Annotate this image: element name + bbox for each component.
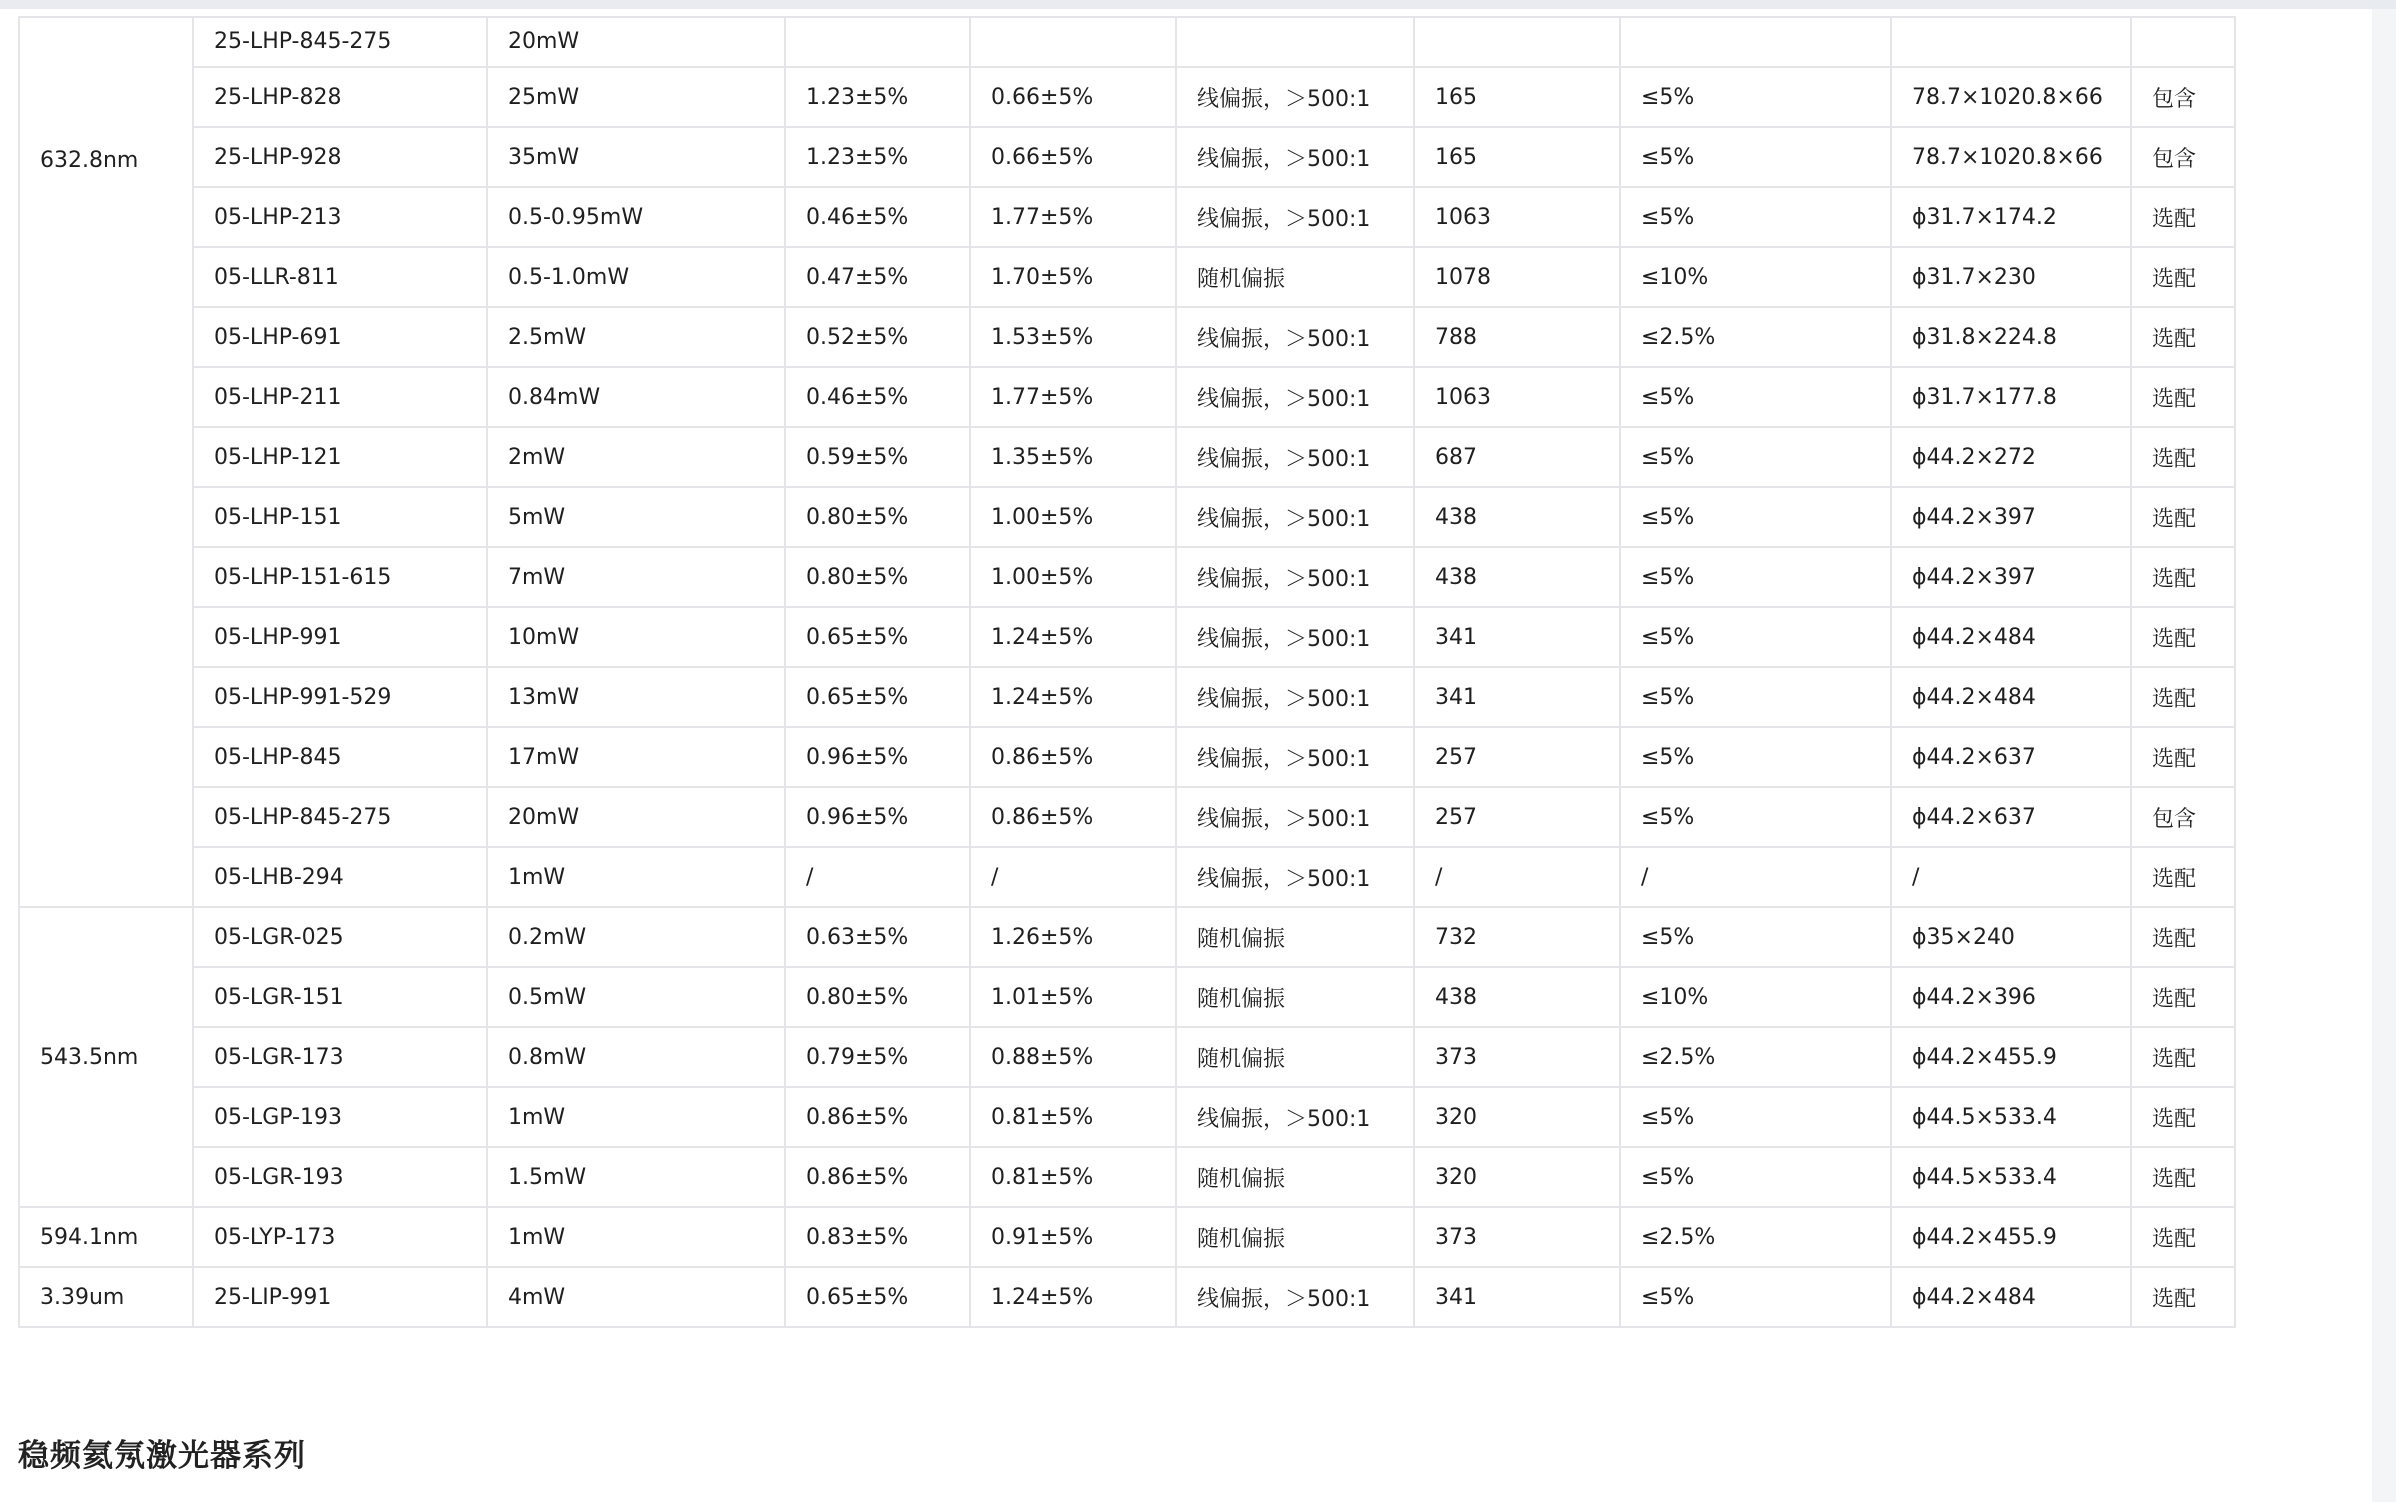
model-cell: 05-LHB-294 (193, 847, 487, 907)
power-cell: 17mW (487, 727, 785, 787)
polarization-cell: 线偏振，＞500:1 (1176, 1267, 1414, 1327)
noise-cell: ≤5% (1620, 1267, 1891, 1327)
power-cell: 2mW (487, 427, 785, 487)
power-supply-cell: 选配 (2131, 1027, 2235, 1087)
polarization-cell: 线偏振，＞500:1 (1176, 787, 1414, 847)
cavity-spacing-cell: 373 (1414, 1027, 1620, 1087)
table-row (19, 487, 2235, 547)
divergence-cell: 1.24±5% (970, 667, 1176, 727)
divergence-cell: 0.81±5% (970, 1147, 1176, 1207)
model-cell: 05-LGR-025 (193, 907, 487, 967)
divergence-cell: 0.91±5% (970, 1207, 1176, 1267)
beam-diameter-cell: 0.80±5% (785, 967, 970, 1027)
beam-diameter-cell (785, 17, 970, 67)
divergence-cell: 1.53±5% (970, 307, 1176, 367)
beam-diameter-cell: 1.23±5% (785, 127, 970, 187)
beam-diameter-cell: 0.86±5% (785, 1087, 970, 1147)
divergence-cell: 0.86±5% (970, 787, 1176, 847)
power-cell: 0.8mW (487, 1027, 785, 1087)
noise-cell: ≤10% (1620, 247, 1891, 307)
dimensions-cell: 78.7×1020.8×66 (1891, 67, 2131, 127)
cavity-spacing-cell: 373 (1414, 1207, 1620, 1267)
cavity-spacing-cell: 320 (1414, 1087, 1620, 1147)
noise-cell: / (1620, 847, 1891, 907)
noise-cell: ≤5% (1620, 367, 1891, 427)
table-row (19, 667, 2235, 727)
polarization-cell: 线偏振，＞500:1 (1176, 667, 1414, 727)
power-supply-cell: 选配 (2131, 547, 2235, 607)
dimensions-cell: ϕ44.2×397 (1891, 547, 2131, 607)
polarization-cell: 线偏振，＞500:1 (1176, 847, 1414, 907)
wavelength-cell: 543.5nm (19, 907, 193, 1207)
power-cell: 25mW (487, 67, 785, 127)
model-cell: 25-LHP-828 (193, 67, 487, 127)
polarization-cell: 随机偏振 (1176, 247, 1414, 307)
power-supply-cell: 包含 (2131, 787, 2235, 847)
power-supply-cell: 选配 (2131, 607, 2235, 667)
beam-diameter-cell: 0.86±5% (785, 1147, 970, 1207)
beam-diameter-cell: 0.96±5% (785, 727, 970, 787)
beam-diameter-cell: 0.79±5% (785, 1027, 970, 1087)
beam-diameter-cell: 1.23±5% (785, 67, 970, 127)
polarization-cell: 随机偏振 (1176, 1147, 1414, 1207)
dimensions-cell: / (1891, 847, 2131, 907)
noise-cell: ≤5% (1620, 427, 1891, 487)
power-cell: 1mW (487, 1087, 785, 1147)
model-cell: 05-LHP-845 (193, 727, 487, 787)
dimensions-cell: ϕ31.7×230 (1891, 247, 2131, 307)
beam-diameter-cell: 0.83±5% (785, 1207, 970, 1267)
divergence-cell: 1.77±5% (970, 367, 1176, 427)
dimensions-cell: ϕ31.7×174.2 (1891, 187, 2131, 247)
power-cell: 10mW (487, 607, 785, 667)
power-cell: 0.5-0.95mW (487, 187, 785, 247)
power-cell: 1.5mW (487, 1147, 785, 1207)
beam-diameter-cell: 0.80±5% (785, 487, 970, 547)
model-cell: 05-LGR-173 (193, 1027, 487, 1087)
noise-cell: ≤2.5% (1620, 307, 1891, 367)
spec-table-body (19, 17, 2235, 1327)
beam-diameter-cell: 0.59±5% (785, 427, 970, 487)
dimensions-cell: ϕ44.2×484 (1891, 1267, 2131, 1327)
power-cell: 20mW (487, 17, 785, 67)
dimensions-cell: ϕ35×240 (1891, 907, 2131, 967)
cavity-spacing-cell: 341 (1414, 607, 1620, 667)
cavity-spacing-cell: 257 (1414, 727, 1620, 787)
model-cell: 05-LGR-151 (193, 967, 487, 1027)
divergence-cell: 1.77±5% (970, 187, 1176, 247)
noise-cell: ≤5% (1620, 547, 1891, 607)
cavity-spacing-cell: 732 (1414, 907, 1620, 967)
cavity-spacing-cell: 341 (1414, 1267, 1620, 1327)
divergence-cell: 1.01±5% (970, 967, 1176, 1027)
table-row (19, 247, 2235, 307)
dimensions-cell: ϕ44.2×484 (1891, 607, 2131, 667)
dimensions-cell: ϕ44.5×533.4 (1891, 1147, 2131, 1207)
dimensions-cell: ϕ31.7×177.8 (1891, 367, 2131, 427)
table-row (19, 787, 2235, 847)
cavity-spacing-cell: 341 (1414, 667, 1620, 727)
divergence-cell: 1.00±5% (970, 547, 1176, 607)
beam-diameter-cell: 0.46±5% (785, 187, 970, 247)
power-cell: 7mW (487, 547, 785, 607)
divergence-cell: 1.24±5% (970, 607, 1176, 667)
polarization-cell: 线偏振，＞500:1 (1176, 547, 1414, 607)
table-row (19, 1087, 2235, 1147)
polarization-cell: 线偏振，＞500:1 (1176, 427, 1414, 487)
section-heading: 稳频氦氖激光器系列 (18, 1438, 306, 1474)
noise-cell: ≤5% (1620, 667, 1891, 727)
table-row (19, 187, 2235, 247)
power-cell: 4mW (487, 1267, 785, 1327)
cavity-spacing-cell: 788 (1414, 307, 1620, 367)
page-scrollbar[interactable] (2372, 9, 2396, 1502)
power-cell: 20mW (487, 787, 785, 847)
polarization-cell: 线偏振，＞500:1 (1176, 1087, 1414, 1147)
model-cell: 05-LHP-991-529 (193, 667, 487, 727)
noise-cell: ≤5% (1620, 127, 1891, 187)
noise-cell: ≤2.5% (1620, 1027, 1891, 1087)
power-cell: 35mW (487, 127, 785, 187)
beam-diameter-cell: 0.65±5% (785, 667, 970, 727)
dimensions-cell: ϕ44.2×637 (1891, 787, 2131, 847)
noise-cell: ≤5% (1620, 787, 1891, 847)
beam-diameter-cell: 0.80±5% (785, 547, 970, 607)
model-cell: 05-LHP-121 (193, 427, 487, 487)
divergence-cell: 1.26±5% (970, 907, 1176, 967)
divergence-cell: 0.66±5% (970, 127, 1176, 187)
divergence-cell: 0.66±5% (970, 67, 1176, 127)
dimensions-cell (1891, 17, 2131, 67)
power-supply-cell: 选配 (2131, 187, 2235, 247)
divergence-cell: 1.35±5% (970, 427, 1176, 487)
model-cell: 05-LYP-173 (193, 1207, 487, 1267)
table-row (19, 1207, 2235, 1267)
table-row (19, 1027, 2235, 1087)
power-supply-cell: 选配 (2131, 307, 2235, 367)
cavity-spacing-cell: 257 (1414, 787, 1620, 847)
power-supply-cell (2131, 17, 2235, 67)
cavity-spacing-cell: 1063 (1414, 187, 1620, 247)
model-cell: 25-LHP-928 (193, 127, 487, 187)
power-supply-cell: 选配 (2131, 1207, 2235, 1267)
beam-diameter-cell: 0.47±5% (785, 247, 970, 307)
table-row (19, 427, 2235, 487)
divergence-cell: 1.70±5% (970, 247, 1176, 307)
wavelength-cell: 3.39um (19, 1267, 193, 1327)
table-row (19, 67, 2235, 127)
noise-cell (1620, 17, 1891, 67)
polarization-cell: 线偏振，＞500:1 (1176, 367, 1414, 427)
power-cell: 2.5mW (487, 307, 785, 367)
cavity-spacing-cell: 165 (1414, 127, 1620, 187)
beam-diameter-cell: 0.65±5% (785, 607, 970, 667)
dimensions-cell: ϕ44.2×455.9 (1891, 1207, 2131, 1267)
dimensions-cell: ϕ44.2×637 (1891, 727, 2131, 787)
dimensions-cell: ϕ44.2×272 (1891, 427, 2131, 487)
power-supply-cell: 选配 (2131, 367, 2235, 427)
cavity-spacing-cell: 438 (1414, 547, 1620, 607)
power-supply-cell: 包含 (2131, 67, 2235, 127)
power-supply-cell: 选配 (2131, 727, 2235, 787)
beam-diameter-cell: 0.46±5% (785, 367, 970, 427)
polarization-cell: 线偏振，＞500:1 (1176, 127, 1414, 187)
model-cell: 25-LIP-991 (193, 1267, 487, 1327)
model-cell: 05-LHP-151-615 (193, 547, 487, 607)
table-row (19, 847, 2235, 907)
table-row (19, 1267, 2235, 1327)
noise-cell: ≤5% (1620, 1147, 1891, 1207)
table-row (19, 967, 2235, 1027)
noise-cell: ≤5% (1620, 727, 1891, 787)
power-cell: 0.5-1.0mW (487, 247, 785, 307)
beam-diameter-cell: 0.52±5% (785, 307, 970, 367)
cavity-spacing-cell: / (1414, 847, 1620, 907)
power-supply-cell: 选配 (2131, 427, 2235, 487)
power-supply-cell: 包含 (2131, 127, 2235, 187)
noise-cell: ≤5% (1620, 607, 1891, 667)
power-supply-cell: 选配 (2131, 1147, 2235, 1207)
power-cell: 0.2mW (487, 907, 785, 967)
model-cell: 05-LHP-151 (193, 487, 487, 547)
divergence-cell: 0.88±5% (970, 1027, 1176, 1087)
table-row (19, 907, 2235, 967)
cavity-spacing-cell: 320 (1414, 1147, 1620, 1207)
table-row (19, 307, 2235, 367)
divergence-cell: 0.81±5% (970, 1087, 1176, 1147)
cavity-spacing-cell (1414, 17, 1620, 67)
polarization-cell: 线偏振，＞500:1 (1176, 727, 1414, 787)
beam-diameter-cell: 0.65±5% (785, 1267, 970, 1327)
power-supply-cell: 选配 (2131, 907, 2235, 967)
power-cell: 13mW (487, 667, 785, 727)
polarization-cell: 随机偏振 (1176, 1207, 1414, 1267)
dimensions-cell: ϕ44.5×533.4 (1891, 1087, 2131, 1147)
power-cell: 5mW (487, 487, 785, 547)
table-row (19, 367, 2235, 427)
power-supply-cell: 选配 (2131, 667, 2235, 727)
polarization-cell: 随机偏振 (1176, 967, 1414, 1027)
power-cell: 0.5mW (487, 967, 785, 1027)
polarization-cell: 线偏振，＞500:1 (1176, 607, 1414, 667)
dimensions-cell: ϕ44.2×455.9 (1891, 1027, 2131, 1087)
cavity-spacing-cell: 1063 (1414, 367, 1620, 427)
power-supply-cell: 选配 (2131, 847, 2235, 907)
model-cell: 05-LGR-193 (193, 1147, 487, 1207)
polarization-cell (1176, 17, 1414, 67)
dimensions-cell: ϕ44.2×396 (1891, 967, 2131, 1027)
beam-diameter-cell: 0.96±5% (785, 787, 970, 847)
polarization-cell: 随机偏振 (1176, 907, 1414, 967)
cavity-spacing-cell: 438 (1414, 487, 1620, 547)
noise-cell: ≤5% (1620, 487, 1891, 547)
divergence-cell: 0.86±5% (970, 727, 1176, 787)
wavelength-cell: 632.8nm (19, 17, 193, 907)
power-cell: 1mW (487, 847, 785, 907)
noise-cell: ≤10% (1620, 967, 1891, 1027)
model-cell: 05-LHP-691 (193, 307, 487, 367)
table-row (19, 727, 2235, 787)
divergence-cell: / (970, 847, 1176, 907)
dimensions-cell: 78.7×1020.8×66 (1891, 127, 2131, 187)
power-cell: 1mW (487, 1207, 785, 1267)
polarization-cell: 随机偏振 (1176, 1027, 1414, 1087)
noise-cell: ≤2.5% (1620, 1207, 1891, 1267)
divergence-cell (970, 17, 1176, 67)
model-cell: 05-LHP-845-275 (193, 787, 487, 847)
divergence-cell: 1.00±5% (970, 487, 1176, 547)
noise-cell: ≤5% (1620, 67, 1891, 127)
divergence-cell: 1.24±5% (970, 1267, 1176, 1327)
cavity-spacing-cell: 438 (1414, 967, 1620, 1027)
table-row (19, 547, 2235, 607)
power-supply-cell: 选配 (2131, 1267, 2235, 1327)
cavity-spacing-cell: 687 (1414, 427, 1620, 487)
beam-diameter-cell: 0.63±5% (785, 907, 970, 967)
noise-cell: ≤5% (1620, 187, 1891, 247)
dimensions-cell: ϕ31.8×224.8 (1891, 307, 2131, 367)
power-supply-cell: 选配 (2131, 1087, 2235, 1147)
table-row (19, 17, 2235, 67)
model-cell: 05-LLR-811 (193, 247, 487, 307)
power-supply-cell: 选配 (2131, 487, 2235, 547)
polarization-cell: 线偏振，＞500:1 (1176, 487, 1414, 547)
noise-cell: ≤5% (1620, 1087, 1891, 1147)
browser-top-strip (0, 0, 2396, 9)
polarization-cell: 线偏振，＞500:1 (1176, 307, 1414, 367)
model-cell: 05-LGP-193 (193, 1087, 487, 1147)
model-cell: 05-LHP-211 (193, 367, 487, 427)
table-row (19, 1147, 2235, 1207)
model-cell: 25-LHP-845-275 (193, 17, 487, 67)
power-supply-cell: 选配 (2131, 967, 2235, 1027)
power-cell: 0.84mW (487, 367, 785, 427)
table-row (19, 607, 2235, 667)
wavelength-cell: 594.1nm (19, 1207, 193, 1267)
polarization-cell: 线偏振，＞500:1 (1176, 187, 1414, 247)
polarization-cell: 线偏振，＞500:1 (1176, 67, 1414, 127)
table-row (19, 127, 2235, 187)
beam-diameter-cell: / (785, 847, 970, 907)
cavity-spacing-cell: 1078 (1414, 247, 1620, 307)
power-supply-cell: 选配 (2131, 247, 2235, 307)
laser-spec-table (18, 16, 2236, 1328)
dimensions-cell: ϕ44.2×397 (1891, 487, 2131, 547)
cavity-spacing-cell: 165 (1414, 67, 1620, 127)
dimensions-cell: ϕ44.2×484 (1891, 667, 2131, 727)
model-cell: 05-LHP-991 (193, 607, 487, 667)
model-cell: 05-LHP-213 (193, 187, 487, 247)
noise-cell: ≤5% (1620, 907, 1891, 967)
